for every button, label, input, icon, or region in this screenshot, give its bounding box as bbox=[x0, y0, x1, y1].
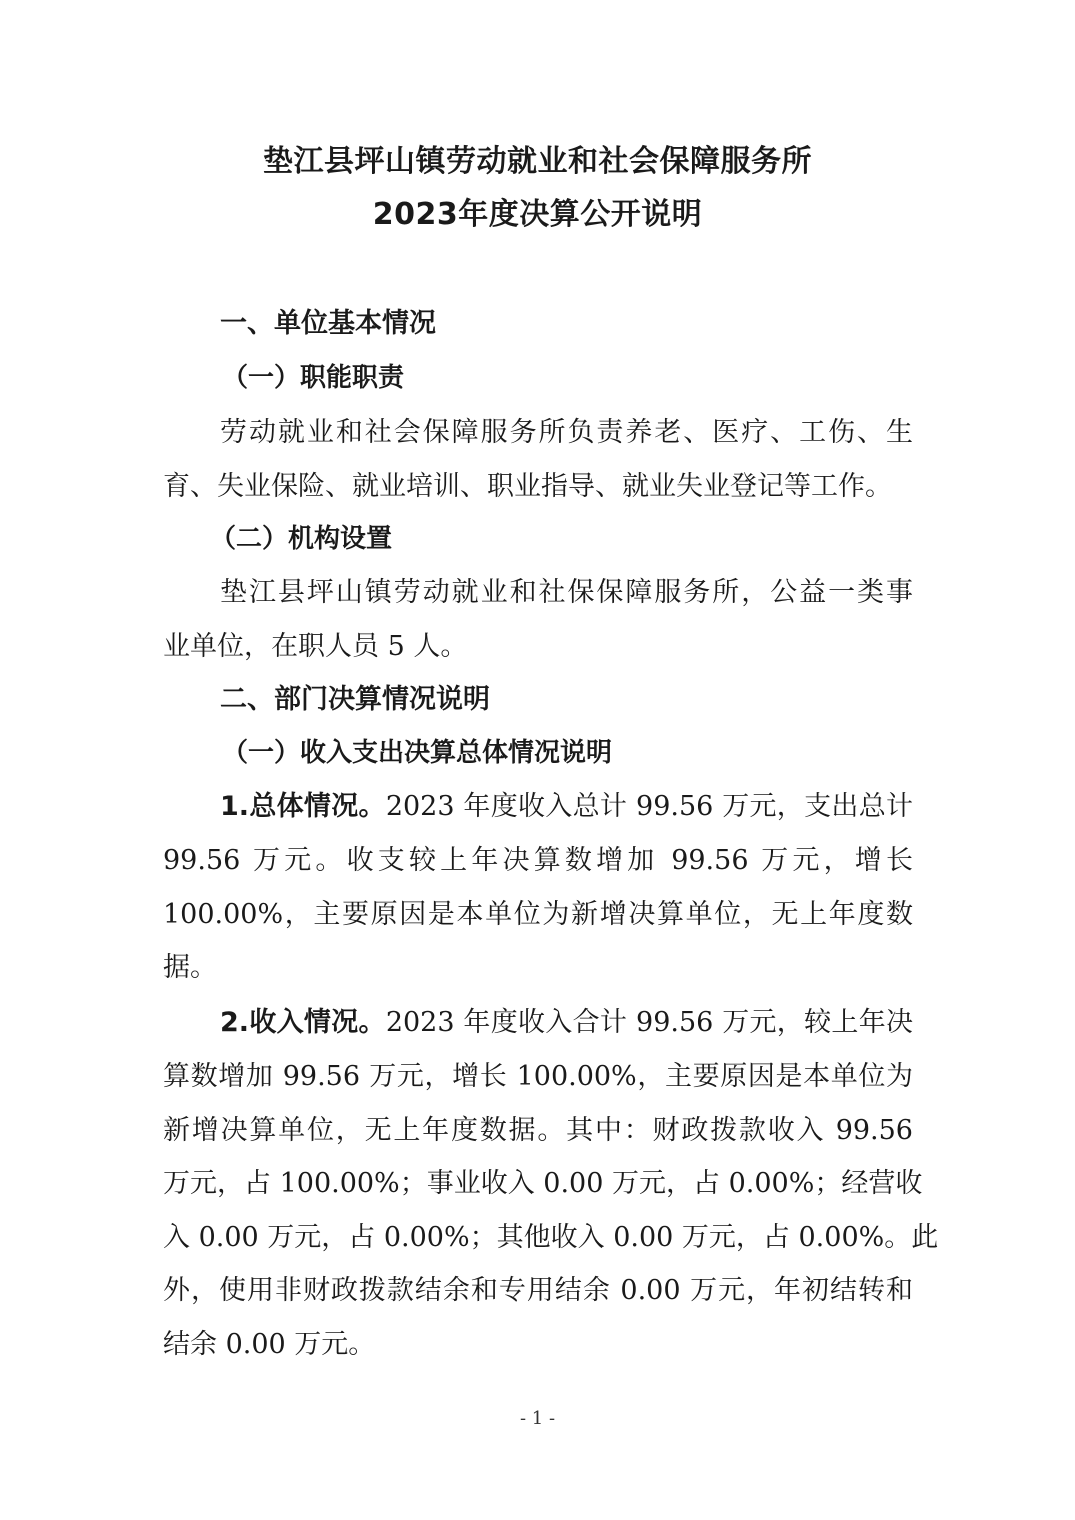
para1-line-1 bbox=[220, 789, 913, 825]
para1-line-2: 99.56 万元。收支较上年决算数增加 99.56 万元，增长 bbox=[163, 845, 913, 876]
para2-line-4: 万元，占 100.00%；事业收入 0.00 万元，占 0.00%；经营收 bbox=[163, 1168, 923, 1199]
document-title-line2: 2023年度决算公开说明 bbox=[372, 197, 703, 232]
para1-lead: 1.总体情况。 bbox=[220, 791, 386, 822]
para2-line-5: 入 0.00 万元，占 0.00%；其他收入 0.00 万元，占 0.00%。此 bbox=[163, 1222, 939, 1253]
document-title-line1: 垫江县坪山镇劳动就业和社会保障服务所 bbox=[263, 144, 812, 179]
para2-line-6: 外，使用非财政拨款结余和专用结余 0.00 万元，年初结转和 bbox=[163, 1275, 913, 1306]
para1-line-3: 100.00%，主要原因是本单位为新增决算单位，无上年度数 bbox=[163, 899, 913, 930]
section1-sub2-line-1: 垫江县坪山镇劳动就业和社保保障服务所，公益一类事 bbox=[220, 577, 913, 608]
para2-line-3: 新增决算单位，无上年度数据。其中：财政拨款收入 99.56 bbox=[163, 1115, 913, 1146]
para2-line-1 bbox=[220, 1005, 913, 1041]
section1-heading: 一、单位基本情况 bbox=[220, 308, 436, 339]
section1-sub1-line-2: 育、失业保险、就业培训、职业指导、就业失业登记等工作。 bbox=[163, 471, 892, 502]
para1-line-1-rest: 2023 年度收入总计 99.56 万元，支出总计 bbox=[385, 791, 913, 822]
section1-sub1-heading: （一）职能职责 bbox=[222, 363, 405, 393]
para2-line-7: 结余 0.00 万元。 bbox=[163, 1329, 376, 1360]
section1-sub2-heading: （二）机构设置 bbox=[210, 524, 393, 554]
para2-lead: 2.收入情况。 bbox=[220, 1007, 386, 1038]
section1-sub2-line-2: 业单位，在职人员 5 人。 bbox=[163, 631, 468, 662]
para2-line-1-rest: 2023 年度收入合计 99.56 万元，较上年决 bbox=[385, 1007, 913, 1038]
section2-sub1-heading: （一）收入支出决算总体情况说明 bbox=[222, 738, 613, 768]
section2-heading: 二、部门决算情况说明 bbox=[220, 684, 490, 715]
para2-line-2: 算数增加 99.56 万元，增长 100.00%，主要原因是本单位为 bbox=[163, 1061, 913, 1092]
para1-line-4: 据。 bbox=[163, 952, 217, 983]
section1-sub1-line-1: 劳动就业和社会保障服务所负责养老、医疗、工伤、生 bbox=[220, 417, 913, 448]
page-number: - 1 - bbox=[519, 1408, 556, 1429]
